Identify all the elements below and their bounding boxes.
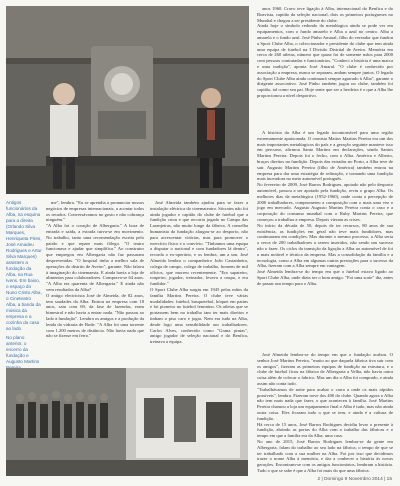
main-photo — [6, 6, 249, 194]
article-text-b: José Almeida também ajudou para se fazer a instalação eléctrica do cinemateatro. Sócrates não foi ainda jogador e capitão do clube de futebol que a fundição criou e que recorria jogado no Campo das Laranjeiras, não muito longe da fábrica. A conselha humanista da fundação alargou-se ao desporto, não para acrescentar vitórias, mas para promover o exercício físico e o convívio. "Tínhamos uma equipa a disputar o nacional e com fundadores lá dentro", recorda o ex-operário, e os lembra, um a um. José Almeida lembra o companheiro João Castanheira, colega de campo, colega de trabalho, homem de mil ofícios, que morreu recentemente. "Era sapateiro, roupeiro, jogador, treinador, levava a roupa, e era fundidor." O Sport Clube Alba surgiu em 1945 pelas mãos da família Martins Pereira. O clube teve várias modalidades: futebol, basquetebol, hóquei em patins e foi pioneiro no futebol feminino. Os atletas que se portassem bem no trabalho iam ter mais direitos e tinham o piso caro e jogar. Nem era tudo na Alba, desde logo uma sensibilidade aos trabalhadores. Carlos Alves, conhecido como "Grana pintas", antigo jogador de seleção nacional e do Benfica, treinava a equipa. — [150, 200, 248, 345]
article-column-c-bottom — [257, 130, 393, 289]
article-text-d: José Almeida lembra-se do tempo em que o fundação acabou. O senhor José Martins Pereira, "muito ao que daquela fábrica tiva sair com os amigos", fizeram as primeiras equipas de fundição na estrutura, e o clube de futebol ficou na fábrica de Albergaria a Velha, não havia outra coisa além de colocar o fabrico. Mas um dia o Alba foi comprado, e ainda assim não conta tudo. "Trabalhávamos de noite para acabar o carro a onde os mais rápidos possíveis", lembra. Fizeram nove dos 400 do clube. Quando agora o Alba não tem mais nada que fazer, o que aconteceu à família. José Martins Pereira chamou a loja um equipamento final o Alba é tudo, mas não ainda outra coisa. Eles ficaram tudo o que se tem, e ainda é a cultura de fundição. Há cerca de 15 anos, José Barros Rodrigues decidiu levar o presente à fundição, abrindo as portas do Alba com o trabalho das fábricas e o tempo em que a família era da Alba, uma casa. No ano de 2015, José Barros Rodrigues lembra-se da gente em Albergaria, falam do trabalho ao seu lado na fábrica, o tempo de que se ter trabalhado com a sua mulher na Alba. Foi por isso que decidimos trazer o nome Alba à memória, e dar a conhecer a história às novas gerações. Encontram-se com os antigos funcionários, lembram a história. Tudo o que se sabe é que a Alba foi mais do que uma fábrica. — [257, 352, 393, 473]
caption-2: No plano anterior, o encerro da fundação e Augusto Martins — [6, 335, 40, 364]
photo-illustration — [6, 6, 249, 194]
article-column-b — [150, 200, 248, 347]
article-column-c-top — [257, 6, 393, 101]
bottom-photo — [6, 368, 248, 476]
caption-1: Antigos funcionários da Alba, na esquina para a direita (Orlando Silva Marques, Henriqueta Pires, José Amadeu Rodrigues e Artur Silva Marques) assistem a fundação da Alba, na Rua Ivens. Em baixo, o espaço do Nuno Cristo Alba, o Cineteatro Alba, a banda da música da empresa e a cozinha da casa ao lado — [6, 200, 42, 331]
article-column-d — [257, 352, 393, 476]
bottom-photo-illustration — [6, 368, 248, 476]
article-text-a: me", lembra. "Eu se aprendia a pronunciar nossos negócios de empresas internacionais, a acontar todos os recados. Conversávamos no gosto e não cobrança ninguém." "A Alba foi o coração de Albergaria." A hora de entrada e saída, a estrada turva-se em movimento. No trabalho, tanto uma recomendação escrita pelo patrão e que repare mais fôlego. "O teatro funcionava e ajudar que simplifica." Ao construtor que empregou em Albergaria não faz passaram desprevenidas. "O hospital tinha a melhor sala de operações do distrito de Aveiro", garante. Não falava à imaginação do cinemaesta. E ainda havia a loja de alimentos para colaboradores. Comprava-se 64 anos. "A Alba era quarenta de Albergaria." E ainda não vem resultados da Alba? O antigo electricista José de Almeida, de 82 anos, tem saudades da Alba. Entrou na empresa com 18 anos, saiu com 69, da fase de fazendas, eram bimestral e não havia a entrar nada. "Não passou ao lado à fundação". Lembra os amigos e a produção da lenda da vidraria de Bode. "A Alba foi uma torrente com 1.200 metros de distância. Não havia nada que não se fizesse em ferro." — [46, 200, 144, 339]
article-text-c-bottom: A história da Alba é um legado incontornável para uma região extremamente apaixonada. O cronista Mattos Martins Pereira era um dos mais importantes metalúrgicos do país e a geração seguinte manteve isso em percurso, afirmou Santo Martins em declarações, sendo Santos Martins Pereira. Depois foi o fecho, com o Alba. América e Alberto, braços direitos na fundição. Depois das estradas no Porto, a Alba teve de sair. Augusto Martins Pereira (filho de América) também entrou na empresa para dar uma estratégia de refinação, e tornando uma fundição mais inovadora no meio automóvel português. No fevereiro de 2009, José Barros Rodrigues, apoiado não pelo desporto automóvel, passou a ser apoiado pela fundição, reviu o grupo Alba. Os melhores dias da metalúrgica (1952-1960), onde conta a percepção de 2000 trabalhadores, comprometeu a composição com o mais uma vez o jogo em mercado. Augusto Augusto Martins Pereira conta o caso e a corporação do consumo mundial com o Ruby Martins Pereira, que começou a trabalhar a empresa. Depois vieram as crises. No início da década de 50, depois de ter recursos, 80 anos de sua existência, as fundições em geral não teve mais fundidores, mas continuaram em condições. Mas durante o mesmo processo, a Alba seria a cerca de 200 trabalhadores a serem inseridos, não sendo um sucesso não o fazer. Os ciclos da transição da ligação a Alba ao automóvel de foi a mais notável e técnica da empresa. Mas a consolidação da família e a tecnologia, como a Alba em algumas outras prestações para o sucesso da Alba, fizeram com a Alba sempre em vantagem. José Almeida lembra-se do tempo em que o futebol estava ligado ao Sport Clube Alba, onde dizia ser o bom amigo. "Foi uma sorte" diz, antes de passar um tempo para o Alba. — [257, 130, 393, 286]
article-column-a — [46, 200, 144, 341]
article-text-c-top: anos 1960. Cravo teve ligação à Alba, internacional do Benfica e do Boavista, capitão da seleção nacional, dois os primeiros portugueses no Mundial e chegou a ser presidente do clube. Ainda hoje o símbolo redondo da metalúrgica ainda se pode ver em equipamentos, com o fundo amarelo e Alba a azul no centro. Alba a amarelo e o fundo azul. José Pinho Amaral, filho do vereador que fundou a Sport Clube Alba, o coleccionador e presidente do clube que tem ainda uma equipa de futebol na I Divisão Distrital de Aveiro. Memória em cerca de 260 atletas, número que quase foi de somente mãos para 2000 com pessoas contratadas e funcionários. "Conheci a história é uma marca e uma tradição", aponta José Amaral. "O clube é conhecido por associação a empresa, nunca se separam, andam sempre juntos. O legado do Sport Clube Alba ainda continuará sempre agarrado à Alba", garante o dirigente associativo. José Pinho também jogou no clube, também foi capitão, tal como seu pai. Hoje sente que ser a herdeira é o que a Alba lhe proporcionou a nível desportivo. — [257, 6, 393, 98]
page-footer: 2 | Domingo 9 Novembro 2014 | 15 — [317, 477, 392, 482]
